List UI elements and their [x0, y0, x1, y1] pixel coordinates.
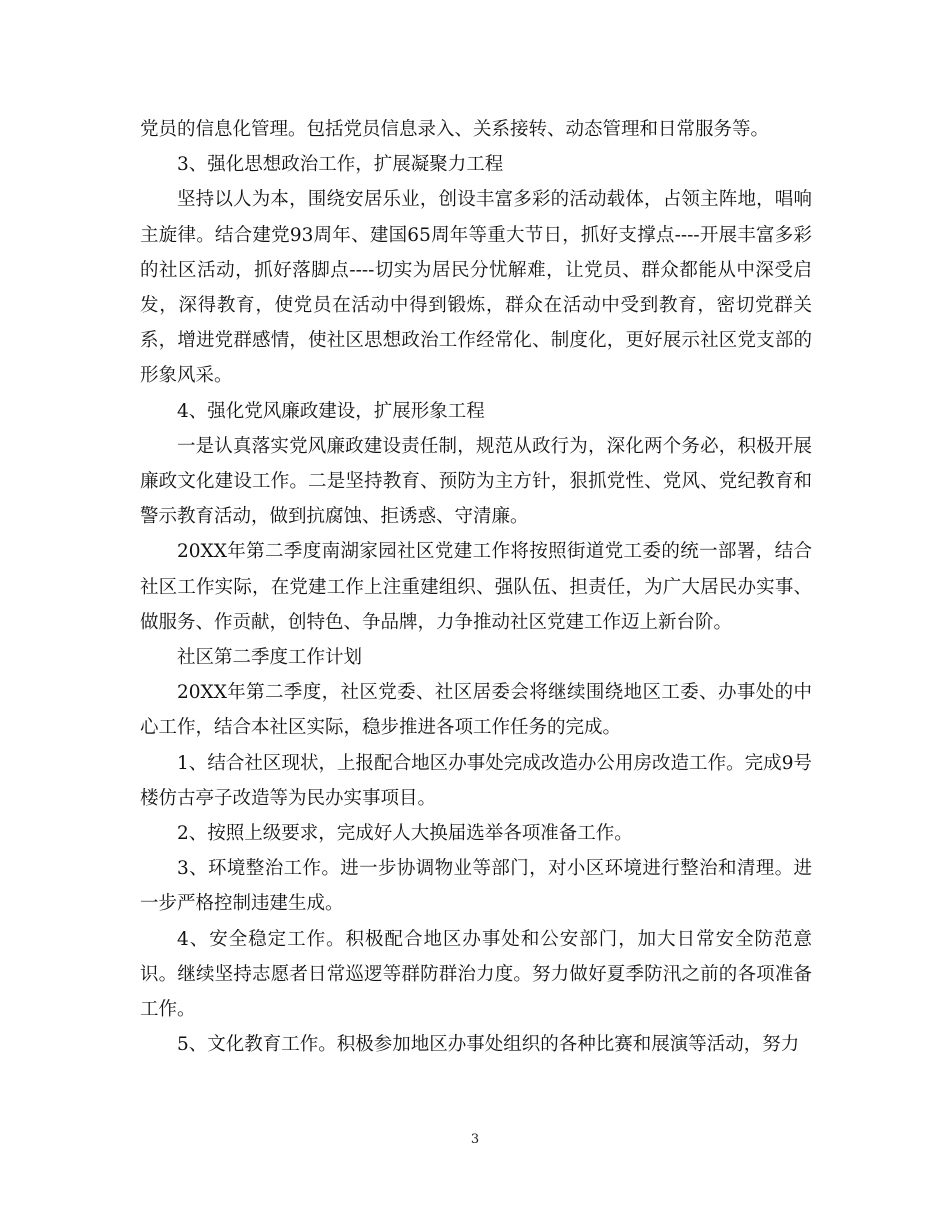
paragraph-q2-intro: 20XX年第二季度，社区党委、社区居委会将继续围绕地区工委、办事处的中心工作，结合本社区实际，稳步推进各项工作任务的完成。	[140, 682, 812, 739]
list-item-safety: 4、安全稳定工作。积极配合地区办事处和公安部门，加大日常安全防范意识。继续坚持志愿者日常巡逻等群防群治力度。努力做好夏季防汛之前的各项准备工作。	[140, 928, 812, 1021]
paragraph-integrity-responsibility: 一是认真落实党风廉政建设责任制，规范从政行为，深化两个务必，积极开展廉政文化建设工作。二是坚持教育、预防为主方针，狠抓党性、党风、党纪教育和警示教育活动，做到抗腐蚀、拒诱惑、守清廉。	[140, 435, 812, 528]
list-item-culture-education: 5、文化教育工作。积极参加地区办事处组织的各种比赛和展演等活动，努力	[177, 1034, 800, 1056]
paragraph-q2-party-building: 20XX年第二季度南湖家园社区党建工作将按照街道党工委的统一部署，结合社区工作实际，在党建工作上注重建组织、强队伍、担责任，为广大居民办实事、做服务、作贡献，创特色、争品牌，力争推动社区党建工作迈上新台阶。	[140, 541, 812, 633]
list-item-office-renovation: 1、结合社区现状，上报配合地区办事处完成改造办公用房改造工作。完成9号楼仿古亭子改造等为民办实事项目。	[140, 752, 812, 809]
paragraph-people-oriented: 坚持以人为本，围绕安居乐业，创设丰富多彩的活动载体，占领主阵地，唱响主旋律。结合建党93周年、建国65周年等重大节日，抓好支撑点----开展丰富多彩的社区活动，抓好落脚点----切实为居民分忧解难，让党员、群众都能从中深受启发，深得教育，使党员在活动中得到锻炼，群众在活动中受到教育，密切党群关系，增进党群感情，使社区思想政治工作经常化、制度化，更好展示社区党支部的形象风采。	[140, 189, 812, 387]
paragraph-party-member-info: 党员的信息化管理。包括党员信息录入、关系接转、动态管理和日常服务等。	[140, 119, 770, 140]
page-number: 3	[470, 1132, 480, 1147]
heading-ideological-work: 3、强化思想政治工作，扩展凝聚力工程	[177, 154, 504, 176]
heading-q2-work-plan: 社区第二季度工作计划	[177, 647, 363, 669]
heading-integrity-building: 4、强化党风廉政建设，扩展形象工程	[177, 400, 485, 422]
list-item-environment: 3、环境整治工作。进一步协调物业等部门，对小区环境进行整治和清理。进一步严格控制违建生成。	[140, 858, 812, 915]
list-item-election-prep: 2、按照上级要求，完成好人大换届选举各项准备工作。	[177, 823, 633, 845]
document-body	[140, 112, 812, 1062]
